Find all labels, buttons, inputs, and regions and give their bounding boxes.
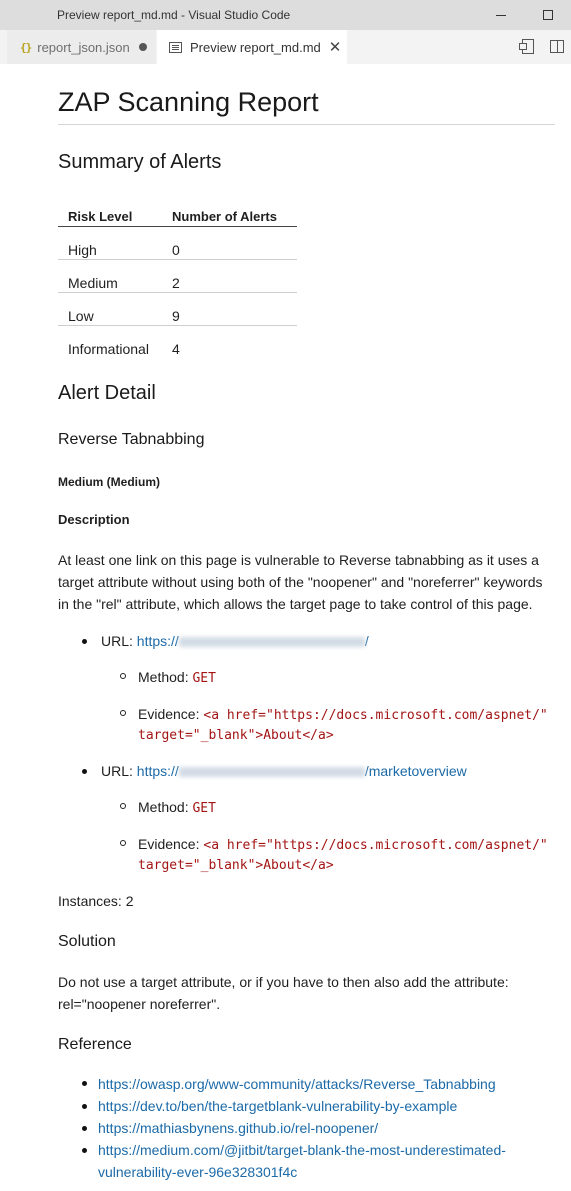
evidence-label: Evidence: — [138, 836, 200, 852]
reference-link-continued[interactable]: vulnerability-ever-96e328301f4c — [98, 1164, 298, 1180]
redacted-host — [179, 637, 365, 647]
table-cell: 9 — [172, 308, 180, 324]
solution-text-continued: rel="noopener noreferrer". — [58, 996, 221, 1012]
url-label: URL: — [101, 633, 133, 649]
bullet-circle — [120, 710, 126, 716]
evidence-code-continued: target="_blank">About</a> — [138, 858, 334, 873]
instances-count: Instances: 2 — [58, 893, 134, 909]
bullet-disc — [82, 769, 87, 774]
evidence-code: <a href="https://docs.microsoft.com/aspnet/" — [203, 838, 548, 853]
maximize-icon — [543, 10, 553, 20]
alert-detail-heading: Alert Detail — [58, 382, 156, 404]
instance-evidence — [138, 833, 548, 857]
method-value: GET — [192, 801, 216, 816]
tab-report-json[interactable] — [7, 30, 156, 64]
reference-link[interactable]: https://dev.to/ben/the-targetblank-vulnerability-by-example — [98, 1098, 458, 1114]
bullet-disc — [82, 639, 87, 644]
split-editor-icon[interactable] — [549, 38, 567, 56]
table-row — [58, 330, 297, 363]
evidence-code: <a href="https://docs.microsoft.com/aspnet/" — [203, 708, 548, 723]
alert-name: Reverse Tabnabbing — [58, 431, 205, 448]
method-label: Method: — [138, 799, 189, 815]
description-text: At least one link on this page is vulnerable to Reverse tabnabbing as it uses a target attribute without using both of the "noopener" and "noreferrer" keywords in the "rel" attribute, which allows the target page to take control of this page. — [58, 552, 543, 612]
bullet-circle — [120, 673, 126, 679]
summary-heading: Summary of Alerts — [58, 151, 222, 173]
bullet-disc — [82, 1104, 87, 1109]
table-row-divider — [58, 325, 297, 326]
evidence-label: Evidence: — [138, 706, 200, 722]
url-label: URL: — [101, 763, 133, 779]
title-bar — [0, 0, 571, 30]
bullet-disc — [82, 1081, 87, 1086]
solution-heading: Solution — [58, 933, 116, 950]
unsaved-dot-icon[interactable] — [139, 43, 147, 51]
tab-label: Preview report_md.md — [190, 39, 321, 55]
open-source-icon[interactable] — [520, 38, 538, 56]
instance-url-link[interactable]: https:// / — [136, 633, 369, 649]
reference-link[interactable]: https://medium.com/@jitbit/target-blank-the-most-underestimated- — [98, 1142, 506, 1158]
instance-method — [138, 666, 216, 690]
close-icon[interactable]: ✕ — [328, 39, 342, 56]
minimize-icon — [496, 15, 506, 16]
table-cell: 0 — [172, 242, 180, 258]
instance-url-link[interactable]: https:// /marketoverview — [136, 763, 467, 779]
instance-evidence — [138, 703, 548, 727]
json-braces-icon: {} — [20, 40, 32, 54]
table-row-divider — [58, 292, 297, 293]
tab-preview-report-md[interactable] — [157, 30, 347, 64]
title-divider — [58, 124, 555, 125]
window-title: Preview report_md.md - Visual Studio Code — [57, 8, 291, 22]
table-cell: High — [68, 242, 97, 258]
instance-url — [101, 630, 369, 652]
minimize-button[interactable] — [478, 0, 524, 30]
description-heading: Description — [58, 512, 130, 527]
method-value: GET — [192, 671, 216, 686]
tab-label: report_json.json — [37, 39, 130, 55]
table-header-cell: Risk Level — [68, 209, 133, 224]
bullet-disc — [82, 1126, 87, 1131]
instance-method — [138, 796, 216, 820]
bullet-circle — [120, 803, 126, 809]
alert-risk: Medium (Medium) — [58, 475, 160, 489]
table-cell: Medium — [68, 275, 118, 291]
maximize-button[interactable] — [525, 0, 571, 30]
bullet-disc — [82, 1148, 87, 1153]
table-header-divider — [58, 226, 297, 227]
page-title: ZAP Scanning Report — [58, 87, 319, 117]
reference-link[interactable]: https://owasp.org/www-community/attacks/Reverse_Tabnabbing — [98, 1076, 496, 1092]
table-cell: Informational — [68, 341, 149, 357]
bullet-circle — [120, 840, 126, 846]
reference-heading: Reference — [58, 1036, 132, 1053]
table-cell: 2 — [172, 275, 180, 291]
method-label: Method: — [138, 669, 189, 685]
table-header-cell: Number of Alerts — [172, 209, 277, 224]
evidence-code-continued: target="_blank">About</a> — [138, 728, 334, 743]
preview-icon — [169, 42, 182, 53]
solution-text: Do not use a target attribute, or if you have to then also add the attribute: — [58, 974, 509, 990]
redacted-host — [179, 767, 365, 777]
instance-url — [101, 760, 467, 782]
table-row-divider — [58, 259, 297, 260]
table-cell: 4 — [172, 341, 180, 357]
reference-link[interactable]: https://mathiasbynens.github.io/rel-noopener/ — [98, 1120, 379, 1136]
tab-bar — [0, 30, 571, 64]
table-cell: Low — [68, 308, 94, 324]
